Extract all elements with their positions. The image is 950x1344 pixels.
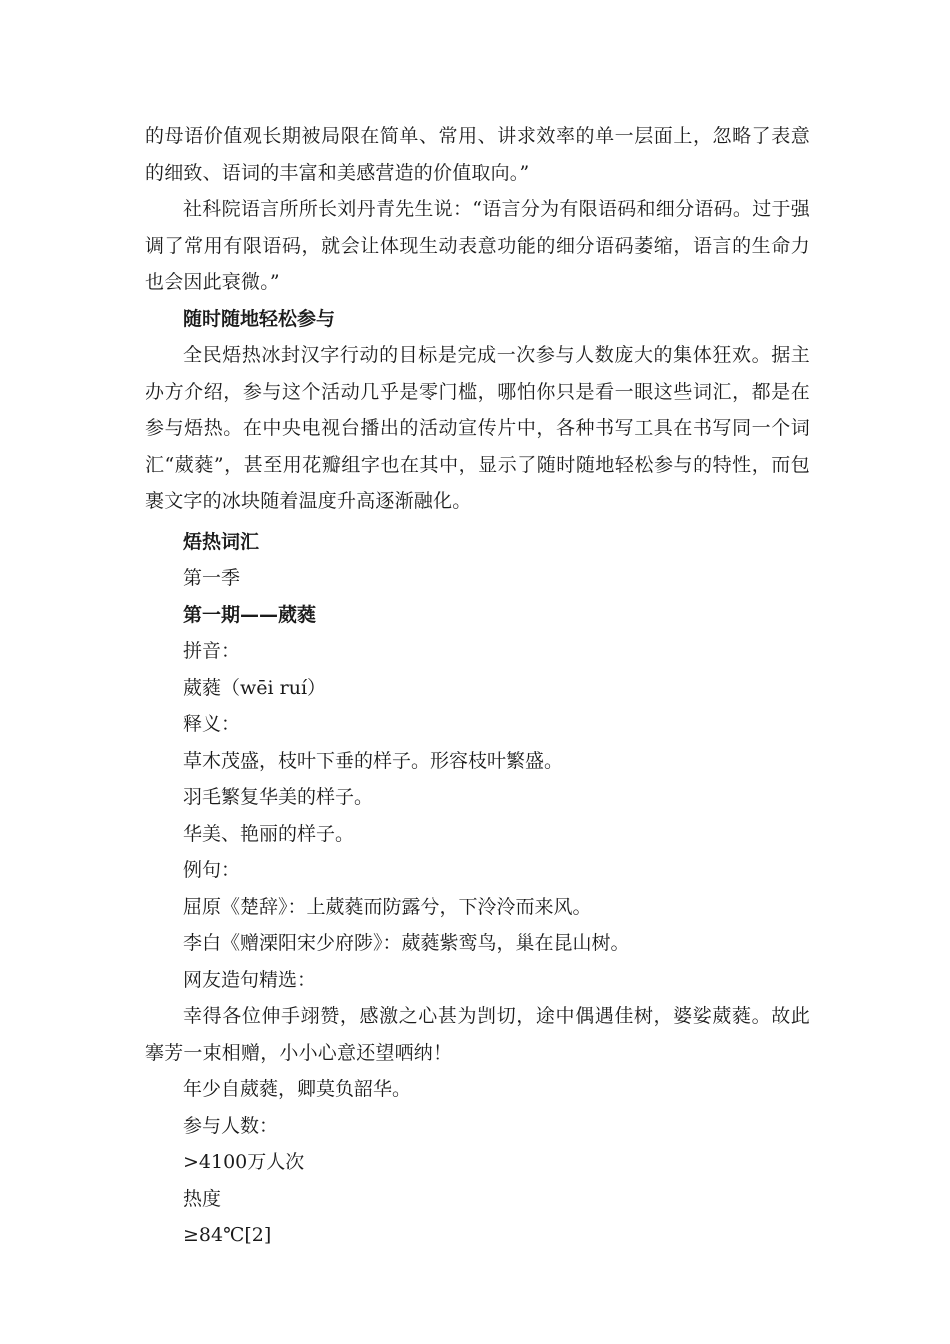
season-label: 第一季 [183,567,241,589]
section-paragraph: 全民焐热冰封汉字行动的目标是完成一次参与人数庞大的集体狂欢。据主办方介绍，参与这个活动几乎是零门槛，哪怕你只是看一眼这些词汇，都是在参与焐热。在中央电视台播出的活动宣传片中，各种书写工具在书写同一个词汇“葳蕤”，甚至用花瓣组字也在其中，显示了随时随地轻松参与的特性，而包裹文字的冰块随着温度升高逐渐融化。 [145,344,810,512]
pinyin-value: 葳蕤（wēi ruí） [183,676,327,699]
heat-value: ≥84℃[2] [183,1224,272,1246]
heat-label: 热度 [183,1187,222,1210]
episode-title: 第一期——葳蕤 [183,603,317,626]
meaning-label: 释义： [183,713,241,735]
meaning-item: 华美、艳丽的样子。 [183,822,355,845]
netizen-label: 网友造句精选： [183,968,317,991]
quote-paragraph: 社科院语言所所长刘丹青先生说：“语言分为有限语码和细分语码。过于强调了常用有限语码，就会让体现生动表意功能的细分语码萎缩，语言的生命力也会因此衰微。” [145,198,810,293]
intro-paragraph: 的母语价值观长期被局限在简单、常用、讲求效率的单一层面上，忽略了表意的细致、语词的丰富和美感营造的价值取向。” [145,125,810,184]
participants-value: >4100万人次 [183,1151,305,1173]
netizen-sentence: 幸得各位伸手翊赞，感激之心甚为剀切，途中偶遇佳树，婆娑葳蕤。故此搴芳一束相赠，小小心意还望哂纳！ [145,1005,810,1064]
meaning-item: 羽毛繁复华美的样子。 [183,786,374,808]
example-item: 李白《赠溧阳宋少府陟》：葳蕤紫鸾鸟，巢在昆山树。 [183,932,630,954]
vocab-heading: 焐热词汇 [183,530,260,553]
pinyin-label: 拼音： [183,640,241,662]
netizen-sentence: 年少自葳蕤，卿莫负韶华。 [183,1078,412,1100]
section-heading: 随时随地轻松参与 [183,307,336,330]
example-label: 例句： [183,859,241,881]
meaning-item: 草木茂盛，枝叶下垂的样子。形容枝叶繁盛。 [183,749,564,772]
document-page [145,118,810,1254]
example-item: 屈原《楚辞》：上葳蕤而防露兮，下泠泠而来风。 [183,895,592,918]
participants-label: 参与人数： [183,1114,279,1137]
